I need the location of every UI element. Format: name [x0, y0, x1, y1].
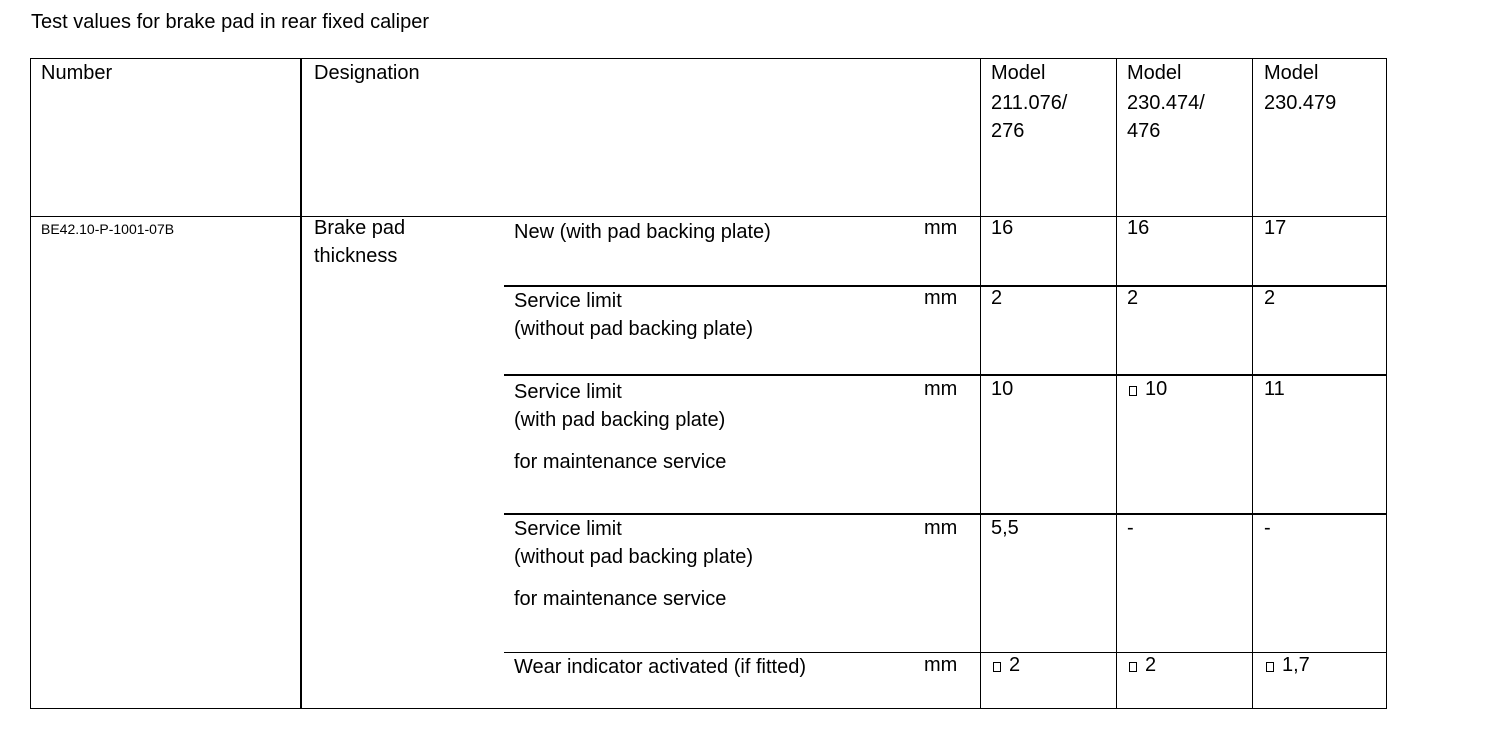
designation-line2: thickness: [314, 245, 398, 267]
model-3-header-line2: 230.479: [1264, 92, 1337, 114]
comparison-symbol-icon: [993, 662, 1001, 672]
comparison-symbol-icon: [1266, 662, 1274, 672]
row-5-value-model-1: 2: [1009, 654, 1021, 676]
row-2-value-model-2: 2: [1127, 287, 1139, 309]
row-3-description-line1: Service limit: [514, 381, 622, 403]
number-column-header: Number: [41, 62, 113, 84]
model-3-header-line1: Model: [1264, 62, 1319, 84]
row-4-description-line1: Service limit: [514, 518, 622, 540]
row-4-description-line2: (without pad backing plate): [514, 546, 754, 568]
row-3-unit: mm: [924, 378, 958, 400]
model-1-header-line2: 211.076/: [991, 92, 1068, 114]
row-5-value-model-3: 1,7: [1282, 654, 1310, 676]
row-3-value-model-1: 10: [991, 378, 1014, 400]
row-4-value-model-2: -: [1127, 517, 1134, 539]
row-5-description: Wear indicator activated (if fitted): [514, 656, 806, 678]
row-2-value-model-1: 2: [991, 287, 1003, 309]
row-5-value-model-2: 2: [1145, 654, 1157, 676]
comparison-symbol-icon: [1129, 386, 1137, 396]
model-3-column-divider: [1252, 59, 1253, 708]
header-divider: [31, 216, 1386, 217]
model-1-header-line3: 276: [991, 120, 1025, 142]
designation-line1: Brake pad: [314, 217, 406, 239]
row-4-unit: mm: [924, 517, 958, 539]
row-5-unit: mm: [924, 654, 958, 676]
row-2-unit: mm: [924, 287, 958, 309]
row-5-model-2-cell: [1129, 651, 1156, 679]
model-2-column-divider: [1116, 59, 1117, 708]
document-number: BE42.10-P-1001-07B: [41, 221, 175, 237]
row-3-model-2-cell: [1129, 375, 1167, 403]
row-1-value-model-2: 16: [1127, 217, 1150, 239]
comparison-symbol-icon: [1129, 662, 1137, 672]
row-5-model-3-cell: [1266, 651, 1310, 679]
number-column-divider: [300, 59, 302, 708]
row-3-description-line3: for maintenance service: [514, 451, 727, 473]
row-2-value-model-3: 2: [1264, 287, 1276, 309]
model-2-header-line1: Model: [1127, 62, 1182, 84]
unit-column-divider: [980, 59, 981, 708]
model-1-header-line1: Model: [991, 62, 1046, 84]
row-1-description: New (with pad backing plate): [514, 221, 771, 243]
row-1-unit: mm: [924, 217, 958, 239]
row-5-model-1-cell: [993, 651, 1020, 679]
row-4-value-model-3: -: [1264, 517, 1271, 539]
brake-pad-test-values-table: [30, 58, 1387, 709]
row-1-value-model-1: 16: [991, 217, 1014, 239]
row-2-description-line1: Service limit: [514, 290, 622, 312]
designation-column-header: Designation: [314, 62, 420, 84]
model-2-header-line2: 230.474/: [1127, 92, 1205, 114]
row-1-value-model-3: 17: [1264, 217, 1287, 239]
page-title: Test values for brake pad in rear fixed caliper: [31, 11, 429, 33]
row-3-value-model-3: 11: [1264, 378, 1285, 400]
row-3-description-line2: (with pad backing plate): [514, 409, 726, 431]
row-3-value-model-2: 10: [1145, 378, 1168, 400]
row-4-value-model-1: 5,5: [991, 517, 1019, 539]
row-4-description-line3: for maintenance service: [514, 588, 727, 610]
row-2-description-line2: (without pad backing plate): [514, 318, 754, 340]
model-2-header-line3: 476: [1127, 120, 1161, 142]
